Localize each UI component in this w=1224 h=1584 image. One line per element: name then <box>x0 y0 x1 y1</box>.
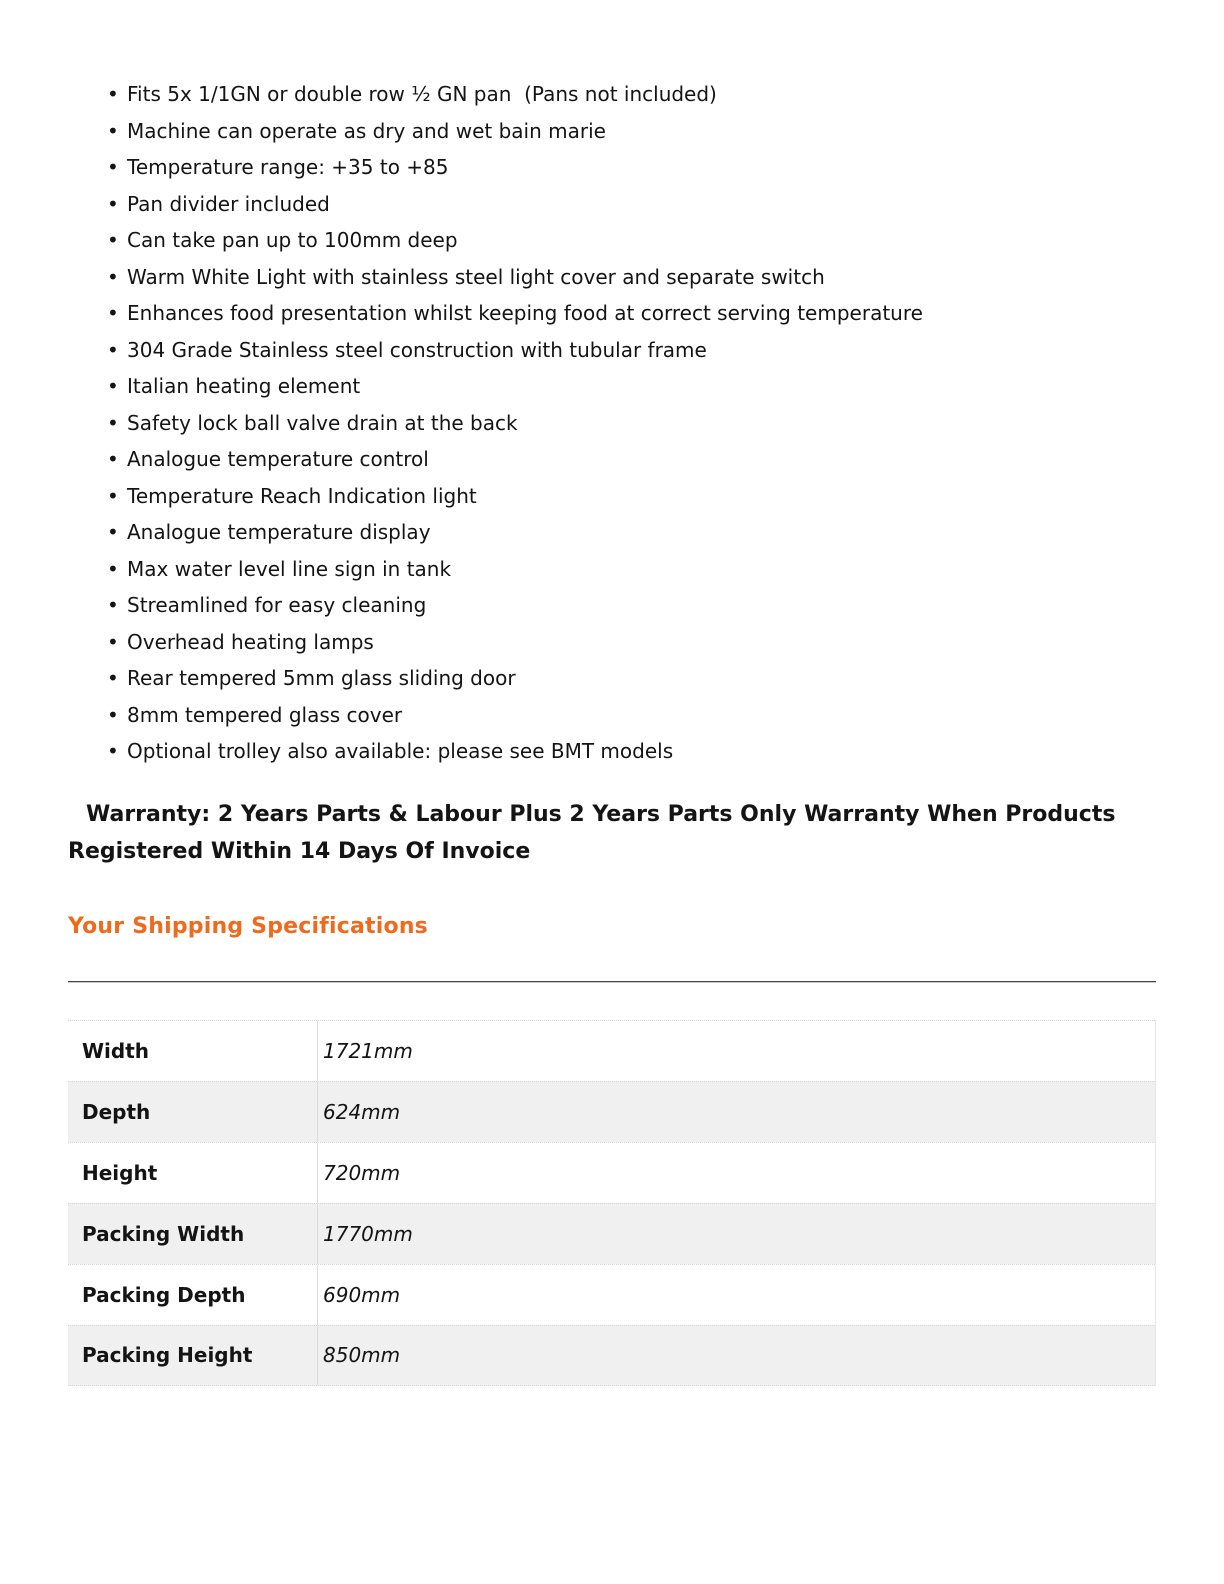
spec-label: Packing Width <box>68 1204 318 1264</box>
feature-item: • Temperature range: +35 to +85 <box>127 149 1156 186</box>
feature-item: • Machine can operate as dry and wet bain marie <box>127 113 1156 150</box>
feature-item: • Warm White Light with stainless steel light cover and separate switch <box>127 259 1156 296</box>
spec-value: 1721mm <box>323 1038 413 1063</box>
feature-item: • Can take pan up to 100mm deep <box>127 222 1156 259</box>
section-divider <box>68 981 1156 983</box>
feature-item: • Analogue temperature display <box>127 514 1156 551</box>
feature-item: • Max water level line sign in tank <box>127 551 1156 588</box>
spec-value: 690mm <box>323 1282 401 1307</box>
feature-item: • Enhances food presentation whilst keeping food at correct serving temperature <box>127 295 1156 332</box>
shipping-specifications-table <box>68 1020 1156 1386</box>
table-row <box>68 1264 1155 1325</box>
feature-item: • Fits 5x 1/1GN or double row ½ GN pan (Pans not included) <box>127 76 1156 113</box>
feature-item: • Italian heating element <box>127 368 1156 405</box>
spec-label: Width <box>68 1021 318 1081</box>
feature-item: • Analogue temperature control <box>127 441 1156 478</box>
spec-value: 850mm <box>323 1343 401 1367</box>
feature-item: • Optional trolley also available: please see BMT models <box>127 733 1156 770</box>
feature-item: • Overhead heating lamps <box>127 624 1156 661</box>
spec-label: Packing Depth <box>68 1265 318 1325</box>
spec-value: 624mm <box>323 1099 401 1124</box>
feature-item: • Pan divider included <box>127 186 1156 223</box>
shipping-specifications-heading: Your Shipping Specifications <box>68 913 428 939</box>
table-row <box>68 1142 1155 1203</box>
table-row <box>68 1325 1155 1386</box>
table-row <box>68 1081 1155 1142</box>
warranty-note: Warranty: 2 Years Parts & Labour Plus 2 Years Parts Only Warranty When Products Registered Within 14 Days Of Invoice <box>68 801 1116 864</box>
feature-list <box>68 76 1156 770</box>
spec-value: 720mm <box>323 1160 401 1185</box>
spec-value: 1770mm <box>323 1221 413 1246</box>
table-row <box>68 1203 1155 1264</box>
feature-item: • Streamlined for easy cleaning <box>127 587 1156 624</box>
table-row <box>68 1020 1155 1081</box>
spec-label: Depth <box>68 1082 318 1142</box>
feature-item: • Safety lock ball valve drain at the back <box>127 405 1156 442</box>
feature-item: • 304 Grade Stainless steel construction with tubular frame <box>127 332 1156 369</box>
feature-item: • Rear tempered 5mm glass sliding door <box>127 660 1156 697</box>
spec-label: Packing Height <box>68 1326 318 1385</box>
feature-item: • 8mm tempered glass cover <box>127 697 1156 734</box>
feature-item: • Temperature Reach Indication light <box>127 478 1156 515</box>
spec-label: Height <box>68 1143 318 1203</box>
